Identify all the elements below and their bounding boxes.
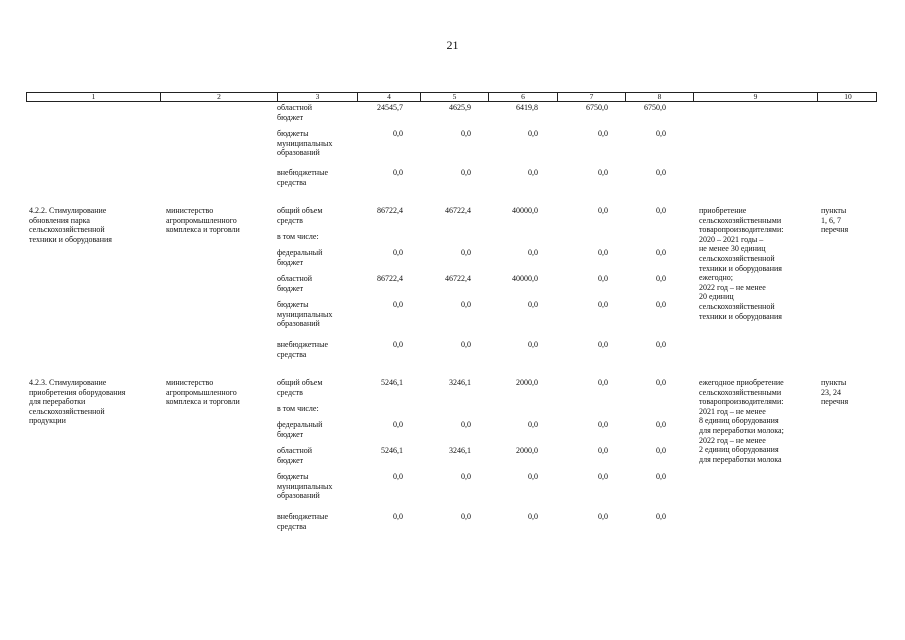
continuation-row-value-0-3: 6750,0 [586, 103, 608, 112]
block1-row-value-5-4: 0,0 [656, 512, 666, 521]
header-col-6: 6 [488, 93, 557, 101]
block1-row-source-4: бюджеты муниципальных образований [277, 472, 333, 501]
block1-row-value-5-2: 0,0 [528, 512, 538, 521]
header-col-8: 8 [625, 93, 693, 101]
measure-title: 4.2.2. Стимулирование обновления парка сельскохозяйственной техники и оборудования [29, 206, 112, 244]
block1-row-value-4-3: 0,0 [598, 472, 608, 481]
block1-row-source-1: в том числе: [277, 404, 319, 413]
block0-row-value-2-4: 0,0 [656, 248, 666, 257]
block0-row-value-5-1: 0,0 [461, 340, 471, 349]
continuation-row-value-1-4: 0,0 [656, 129, 666, 138]
continuation-row-source-2: внебюджетные средства [277, 168, 328, 187]
continuation-row-value-1-0: 0,0 [393, 129, 403, 138]
block0-row-value-5-0: 0,0 [393, 340, 403, 349]
block0-row-source-4: бюджеты муниципальных образований [277, 300, 333, 329]
block1-row-value-0-4: 0,0 [656, 378, 666, 387]
block0-row-value-0-3: 0,0 [598, 206, 608, 215]
block1-row-value-5-0: 0,0 [393, 512, 403, 521]
block0-row-value-5-3: 0,0 [598, 340, 608, 349]
block0-row-value-2-1: 0,0 [461, 248, 471, 257]
block0-row-value-4-4: 0,0 [656, 300, 666, 309]
block1-row-value-4-0: 0,0 [393, 472, 403, 481]
block0-row-value-3-4: 0,0 [656, 274, 666, 283]
block0-row-value-2-2: 0,0 [528, 248, 538, 257]
page-number: 21 [446, 38, 459, 52]
block1-row-value-2-2: 0,0 [528, 420, 538, 429]
block0-row-value-3-2: 40000,0 [512, 274, 538, 283]
block0-row-value-2-0: 0,0 [393, 248, 403, 257]
block1-row-value-2-4: 0,0 [656, 420, 666, 429]
block0-row-value-0-0: 86722,4 [377, 206, 403, 215]
header-col-7: 7 [557, 93, 625, 101]
measure-result: приобретение сельскохозяйственными товаропроизводителями: 2020 – 2021 годы – не менее 30 единиц сельскохозяйственной техники и оборудования ежегодно; 2022 год – не менее 20 единиц сельскохозяйственной техники и оборудования [699, 206, 784, 321]
continuation-row-value-1-1: 0,0 [461, 129, 471, 138]
header-col-3: 3 [277, 93, 357, 101]
block1-row-value-4-4: 0,0 [656, 472, 666, 481]
block1-row-value-4-2: 0,0 [528, 472, 538, 481]
block1-row-value-2-3: 0,0 [598, 420, 608, 429]
block1-row-source-3: областной бюджет [277, 446, 313, 465]
block1-row-value-0-2: 2000,0 [516, 378, 538, 387]
measure-executor: министерство агропромышленного комплекса и торговли [166, 206, 240, 235]
block0-row-source-2: федеральный бюджет [277, 248, 323, 267]
continuation-row-value-1-2: 0,0 [528, 129, 538, 138]
block1-row-value-0-1: 3246,1 [449, 378, 471, 387]
block1-row-value-2-1: 0,0 [461, 420, 471, 429]
block1-row-value-4-1: 0,0 [461, 472, 471, 481]
block0-row-value-4-3: 0,0 [598, 300, 608, 309]
block0-row-source-1: в том числе: [277, 232, 319, 241]
header-col-5: 5 [420, 93, 488, 101]
block0-row-value-0-4: 0,0 [656, 206, 666, 215]
continuation-row-value-2-4: 0,0 [656, 168, 666, 177]
continuation-row-source-1: бюджеты муниципальных образований [277, 129, 333, 158]
block0-row-value-4-0: 0,0 [393, 300, 403, 309]
block1-row-value-3-4: 0,0 [656, 446, 666, 455]
block1-row-value-0-0: 5246,1 [381, 378, 403, 387]
measure-reference: пункты 23, 24 перечня [821, 378, 849, 407]
block0-row-value-0-2: 40000,0 [512, 206, 538, 215]
block1-row-value-3-1: 3246,1 [449, 446, 471, 455]
header-col-2: 2 [160, 93, 277, 101]
continuation-row-value-2-1: 0,0 [461, 168, 471, 177]
continuation-row-value-2-2: 0,0 [528, 168, 538, 177]
block1-row-value-3-3: 0,0 [598, 446, 608, 455]
block1-row-value-5-3: 0,0 [598, 512, 608, 521]
continuation-row-value-1-3: 0,0 [598, 129, 608, 138]
block0-row-value-5-4: 0,0 [656, 340, 666, 349]
block0-row-value-3-1: 46722,4 [445, 274, 471, 283]
block0-row-value-4-2: 0,0 [528, 300, 538, 309]
measure-title: 4.2.3. Стимулирование приобретения оборудования для переработки сельскохозяйственной продукции [29, 378, 126, 426]
continuation-row-value-0-2: 6419,8 [516, 103, 538, 112]
block1-row-value-0-3: 0,0 [598, 378, 608, 387]
block0-row-value-3-0: 86722,4 [377, 274, 403, 283]
block1-row-source-0: общий объем средств [277, 378, 323, 397]
block1-row-source-5: внебюджетные средства [277, 512, 328, 531]
block0-row-source-3: областной бюджет [277, 274, 313, 293]
block0-row-source-5: внебюджетные средства [277, 340, 328, 359]
continuation-row-value-0-4: 6750,0 [644, 103, 666, 112]
measure-result: ежегодное приобретение сельскохозяйственными товаропроизводителями: 2021 год – не менее 8 единиц оборудования для переработки молока; 2022 год – не менее 2 единиц оборудования для переработки молока [699, 378, 784, 464]
block0-row-value-0-1: 46722,4 [445, 206, 471, 215]
header-col-10: 10 [817, 93, 878, 101]
header-col-4: 4 [357, 93, 420, 101]
block1-row-value-2-0: 0,0 [393, 420, 403, 429]
table-header-row [26, 92, 877, 102]
block0-row-source-0: общий объем средств [277, 206, 323, 225]
continuation-row-value-0-1: 4625,9 [449, 103, 471, 112]
block0-row-value-4-1: 0,0 [461, 300, 471, 309]
block1-row-value-5-1: 0,0 [461, 512, 471, 521]
block0-row-value-2-3: 0,0 [598, 248, 608, 257]
block0-row-value-3-3: 0,0 [598, 274, 608, 283]
block1-row-value-3-2: 2000,0 [516, 446, 538, 455]
continuation-row-value-2-0: 0,0 [393, 168, 403, 177]
continuation-row-value-0-0: 24545,7 [377, 103, 403, 112]
block1-row-value-3-0: 5246,1 [381, 446, 403, 455]
header-col-9: 9 [693, 93, 817, 101]
continuation-row-source-0: областной бюджет [277, 103, 313, 122]
measure-executor: министерство агропромышленного комплекса и торговли [166, 378, 240, 407]
block0-row-value-5-2: 0,0 [528, 340, 538, 349]
block1-row-source-2: федеральный бюджет [277, 420, 323, 439]
header-col-1: 1 [91, 92, 96, 101]
measure-reference: пункты 1, 6, 7 перечня [821, 206, 849, 235]
continuation-row-value-2-3: 0,0 [598, 168, 608, 177]
